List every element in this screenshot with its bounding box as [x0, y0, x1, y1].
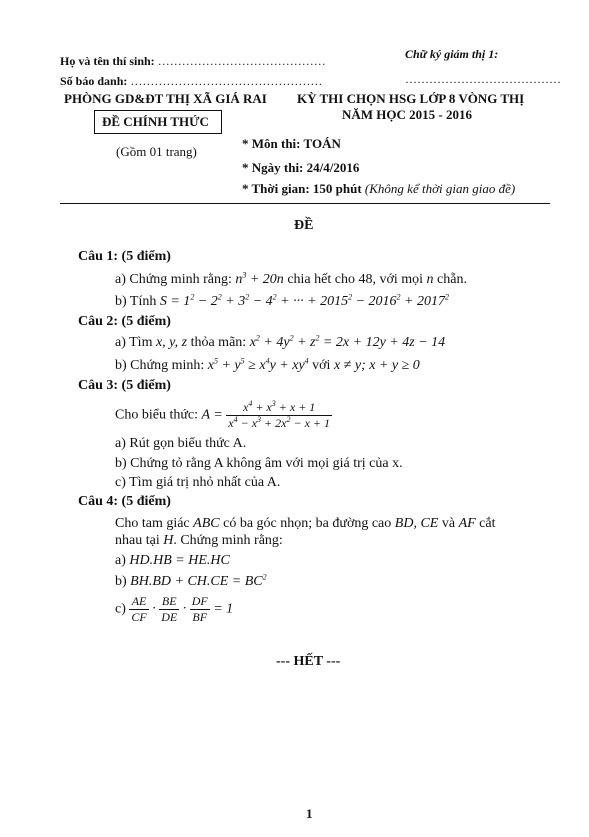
q2-a-prefix: a) Tìm — [115, 335, 153, 350]
q1-a — [115, 272, 467, 288]
q2-a-expr: $x^2 + 4y^2 + z^2 = 2x + 12y + 4z - 14$ — [249, 333, 446, 350]
q4-c-frac3: $\frac{DF}{BF}$ — [191, 594, 208, 624]
q4-c: c) $\frac{AE}{CF}$ · $\frac{BE}{DE}$ · $\frac{DF}{BF}$ = 1 — [115, 594, 234, 624]
q4-title: Câu 4: (5 điểm) — [78, 494, 171, 509]
q4-intro-line2 — [115, 533, 283, 549]
q1-a-var: n — [426, 272, 434, 287]
q4-c-label: c) — [115, 601, 126, 617]
q3-a: a) Rút gọn biểu thức A. — [115, 436, 247, 451]
q3-c: c) Tìm giá trị nhỏ nhất của A. — [115, 475, 281, 490]
q2-a-vars: x, y, z — [155, 335, 188, 350]
exam-number-dots: ………………………………………… — [130, 74, 323, 88]
q2-a-mid: thỏa mãn: — [190, 335, 247, 350]
official-box-label: ĐỀ CHÍNH THỨC — [102, 114, 209, 129]
q4-intro-d: cắt — [479, 516, 496, 531]
q4-intro2-a: nhau tại — [115, 533, 160, 548]
q2-b-cond: x ≠ y; x + y ≥ 0 — [333, 358, 420, 373]
q4-triangle: ABC — [193, 516, 220, 531]
q4-c-frac2: $\frac{BE}{DE}$ — [161, 594, 178, 624]
exam-number-line — [60, 74, 322, 89]
q2-title: Câu 2: (5 điểm) — [78, 314, 171, 329]
candidate-name-dots: …………………………………… — [157, 54, 326, 68]
subject: * Môn thi: TOÁN — [242, 136, 341, 151]
q1-a-end: chẵn. — [437, 272, 467, 287]
q1-a-prefix: a) Chứng minh rằng: — [115, 272, 232, 287]
q3-intro-text: Cho biểu thức: — [115, 407, 199, 423]
candidate-name-label: Họ và tên thí sinh: — [60, 54, 155, 68]
q1-title: Câu 1: (5 điểm) — [78, 249, 171, 264]
q2-b-expr: $x^5 + y^5 \ge x^4y + xy^4$ — [207, 356, 309, 373]
q4-c-frac1: $\frac{AE}{CF}$ — [131, 594, 147, 624]
q2-b — [115, 358, 420, 374]
q4-intro2-b: . Chứng minh rằng: — [173, 533, 283, 548]
page-number: 1 — [306, 806, 313, 821]
candidate-name-line — [60, 54, 326, 69]
q4-altitudes: BD, CE — [394, 516, 439, 531]
exam-time-line — [242, 181, 515, 197]
q1-b-expr: $S = 1^2 - 2^2 + 3^2 - 4^2$ + ··· + $2015^2 - 2016^2 + 2017^2$ — [159, 292, 449, 309]
q4-point-h: H — [163, 533, 174, 548]
q3-intro — [115, 400, 332, 431]
supervisor-dots: ………………………………… — [405, 72, 561, 86]
exam-time-note: (Không kể thời gian giao đề) — [364, 181, 516, 196]
exam-time-label: * Thời gian: 150 phút — [242, 181, 362, 196]
q4-a-expr: HD.HB = HE.HC — [129, 553, 230, 568]
q2-b-mid: với — [312, 358, 331, 373]
exam-title-line2: NĂM HỌC 2015 - 2016 — [342, 107, 472, 122]
section-title: ĐỀ — [294, 218, 314, 233]
q3-b: b) Chứng tỏ rằng A không âm với mọi giá trị của x. — [115, 456, 403, 471]
header-rule — [60, 203, 550, 204]
exam-number-label: Số báo danh: — [60, 74, 128, 88]
exam-date: * Ngày thi: 24/4/2016 — [242, 160, 360, 175]
end-mark: --- HẾT --- — [276, 654, 341, 669]
q4-b-label: b) — [115, 574, 127, 589]
q1-b — [115, 294, 449, 310]
exam-title-line1: KỲ THI CHỌN HSG LỚP 8 VÒNG THỊ — [297, 91, 525, 106]
department-name: PHÒNG GD&ĐT THỊ XÃ GIÁ RAI — [64, 91, 267, 106]
q3-title: Câu 3: (5 điểm) — [78, 378, 171, 393]
q4-intro-a: Cho tam giác — [115, 516, 190, 531]
q4-intro-c: và — [441, 516, 456, 531]
q4-altitude-af: AF — [458, 516, 476, 531]
q2-a — [115, 335, 445, 351]
q4-b-expr: $BH.BD + CH.CE = BC^2$ — [130, 572, 267, 589]
supervisor-label: Chữ ký giám thị 1: — [405, 47, 499, 61]
q4-a — [115, 553, 230, 569]
q1-a-mid: chia hết cho 48, với mọi — [287, 272, 424, 287]
q1-b-prefix: b) Tính — [115, 294, 157, 309]
q1-a-expr: $n^3 + 20n$ — [235, 270, 284, 287]
q4-a-label: a) — [115, 553, 126, 568]
q4-b — [115, 574, 267, 590]
q3-a-var: A = — [201, 407, 223, 423]
q3-fraction: $\frac{x^4 + x^3 + x + 1}{x^4 - x^3 + 2x^2 - x + 1}$ — [228, 399, 331, 430]
q4-intro-line1 — [115, 516, 496, 532]
pages-note: (Gồm 01 trang) — [116, 144, 197, 159]
q2-b-prefix: b) Chứng minh: — [115, 358, 205, 373]
q4-intro-b: có ba góc nhọn; ba đường cao — [223, 516, 392, 531]
